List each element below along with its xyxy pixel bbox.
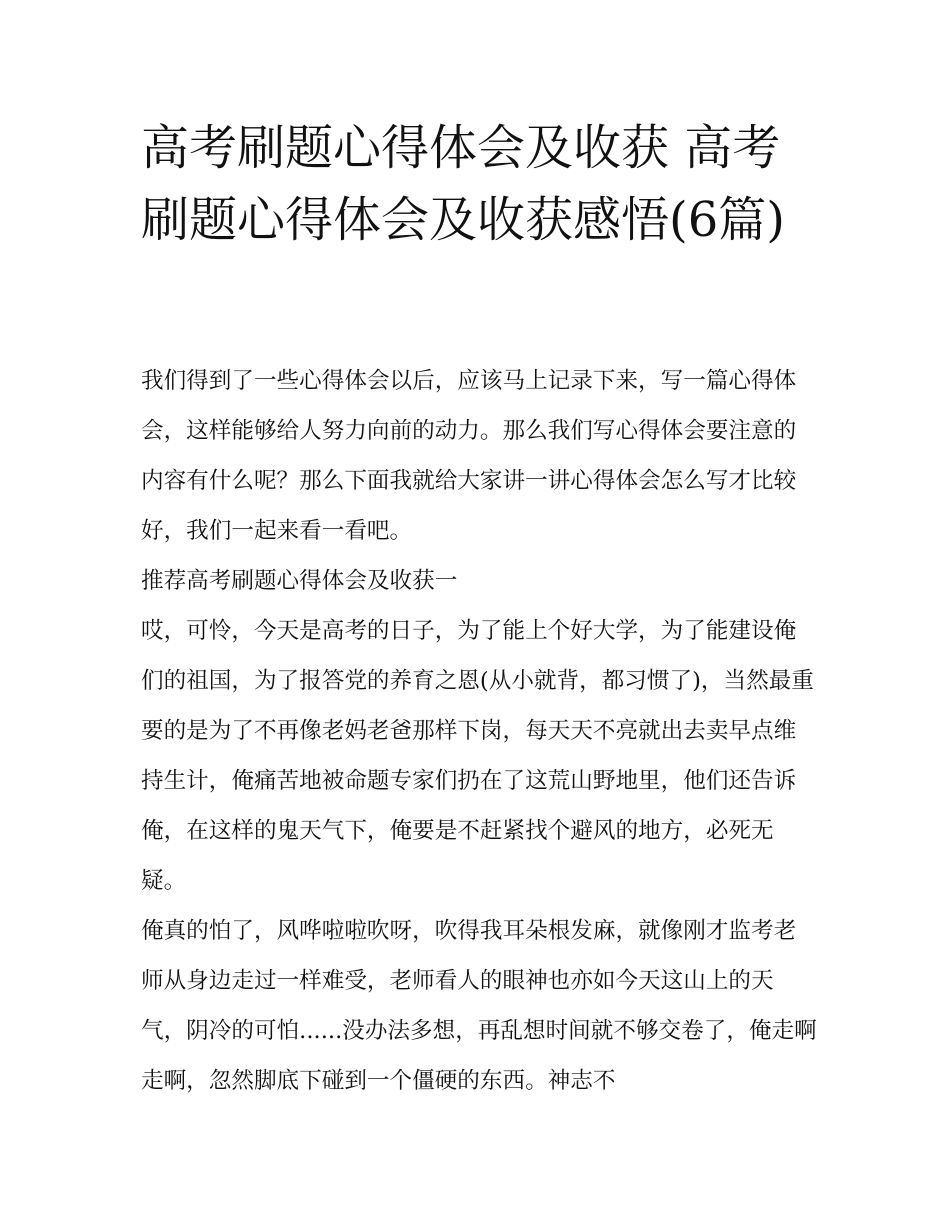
document-title: 高考刷题心得体会及收获 高考刷题心得体会及收获感悟(6篇) — [141, 120, 785, 248]
paragraph: 哎，可怜，今天是高考的日子，为了能上个好大学，为了能建设俺们的祖国，为了报答党的养育之恩(从小就背，都习惯了)，当然最重要的是为了不再像老妈老爸那样下岗，每天天不亮就出去卖早点维持生计，俺痛苦地被命题专家们扔在了这荒山野地里，他们还告诉俺，在这样的鬼天气下，俺要是不赶紧找个避风的地方，必死无疑。 — [141, 618, 814, 894]
document-body — [141, 356, 817, 1106]
paragraph-intro: 我们得到了一些心得体会以后，应该马上记录下来，写一篇心得体会，这样能够给人努力向前的动力。那么我们写心得体会要注意的内容有什么呢？那么下面我就给大家讲一讲心得体会怎么写才比较好，我们一起来看一看吧。 — [141, 368, 797, 544]
paragraph: 俺真的怕了，风哗啦啦吹呀，吹得我耳朵根发麻，就像刚才监考老师从身边走过一样难受，老师看人的眼神也亦如今天这山上的天气，阴冷的可怕......没办法多想，再乱想时间就不够交卷了，俺走啊走啊，忽然脚底下碰到一个僵硬的东西。神志不 — [141, 918, 817, 1094]
section-heading: 推荐高考刷题心得体会及收获一 — [141, 568, 458, 594]
